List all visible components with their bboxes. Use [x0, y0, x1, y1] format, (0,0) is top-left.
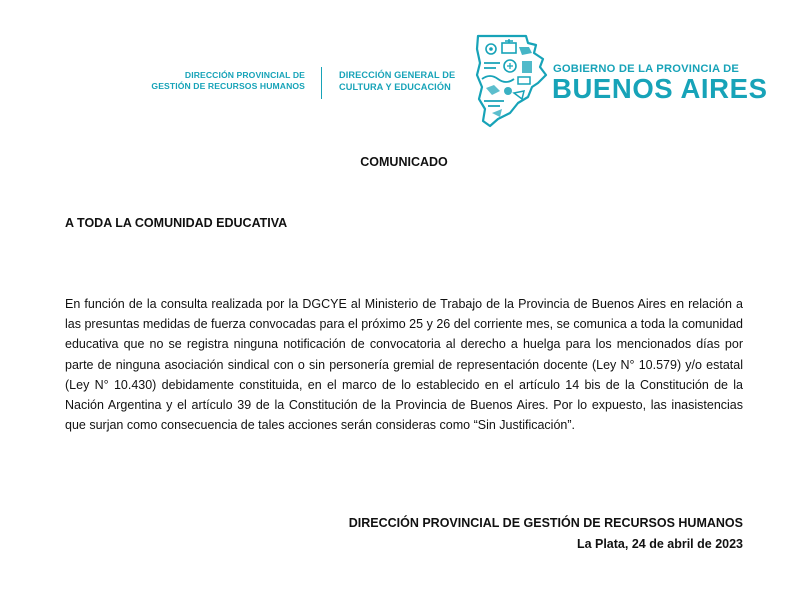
- dept-right-line-2: CULTURA Y EDUCACIÓN: [339, 81, 451, 92]
- buenos-aires-wordmark: BUENOS AIRES: [552, 73, 768, 104]
- body-paragraph: En función de la consulta realizada por la DGCYE al Ministerio de Trabajo de la Provincia de Buenos Aires en relación a las presuntas medidas de fuerza convocadas para el próximo 25 y 26 del corriente mes, se comunica a toda la comunidad educativa que no se registra ninguna notificación de convocatoria al derecho a huelga para los mencionados días por parte de ninguna asociación sindical con o sin personería gremial de representación docente (Ley N° 10.579) y/o estatal (Ley N° 10.430) debidamente constituida, en el marco de lo establecido en el artículo 14 bis de la Constitución de la Nación Argentina y el artículo 39 de la Constitución de la Provincia de Buenos Aires. Por lo expuesto, las inasistencias que surjan como consecuencia de tales acciones serán consideras como “Sin Justificación”.: [65, 297, 743, 433]
- dept-left-line-2: GESTIÓN DE RECURSOS HUMANOS: [151, 81, 305, 91]
- dept-left-label: [151, 70, 305, 92]
- dept-right-line-1: DIRECCIÓN GENERAL DE: [339, 70, 456, 80]
- gov-province-label: GOBIERNO DE LA PROVINCIA DE: [553, 63, 740, 75]
- letterhead: [0, 0, 808, 140]
- buenos-aires-province-map-icon: [474, 33, 548, 129]
- header-divider: [321, 67, 322, 99]
- signature-name: DIRECCIÓN PROVINCIAL DE GESTIÓN DE RECURSOS HUMANOS: [348, 516, 743, 530]
- dept-left-line-1: DIRECCIÓN PROVINCIAL DE: [184, 70, 305, 80]
- signature-place-date: La Plata, 24 de abril de 2023: [576, 537, 743, 551]
- recipient-line: A TODA LA COMUNIDAD EDUCATIVA: [65, 216, 288, 230]
- signature-block: [349, 513, 743, 555]
- dept-right-label: [339, 70, 455, 93]
- document-title: COMUNICADO: [360, 155, 448, 169]
